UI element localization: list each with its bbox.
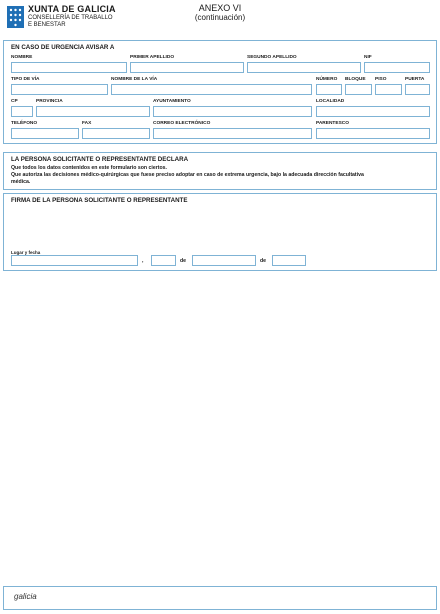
org-name: XUNTA DE GALICIA (28, 4, 116, 14)
correo-field[interactable] (153, 128, 312, 139)
nif-field[interactable] (364, 62, 430, 73)
parentesco-field[interactable] (316, 128, 430, 139)
segundo-apellido-field[interactable] (247, 62, 361, 73)
tipo-via-field[interactable] (11, 84, 108, 95)
label-ayuntamiento: AYUNTAMIENTO (153, 99, 191, 104)
label-parentesco: PARENTESCO (316, 121, 349, 126)
nombre-field[interactable] (11, 62, 127, 73)
numero-field[interactable] (316, 84, 342, 95)
label-bloque: BLOQUE (345, 77, 366, 82)
ayuntamiento-field[interactable] (153, 106, 312, 117)
piso-field[interactable] (375, 84, 402, 95)
label-localidad: LOCALIDAD (316, 99, 345, 104)
annex-title: ANEXO VI (198, 3, 242, 13)
section-title: FIRMA DE LA PERSONA SOLICITANTE O REPRESENTANTE (11, 197, 188, 204)
localidad-field[interactable] (316, 106, 430, 117)
section-title: LA PERSONA SOLICITANTE O REPRESENTANTE DECLARA (11, 156, 189, 163)
label-tipo-via: TIPO DE VÍA (11, 77, 40, 82)
label-nombre-via: NOMBRE DE LA VÍA (111, 77, 158, 82)
label-place-date: Lugar y fecha (11, 250, 41, 255)
label-primer-apellido: PRIMER APELLIDO (130, 55, 175, 60)
annex-subtitle: (continuación) (194, 13, 246, 22)
label-telefono: TELÉFONO (11, 121, 38, 126)
footer-logo-text: galicia (14, 592, 37, 601)
nombre-via-field[interactable] (111, 84, 312, 95)
label-piso: PISO (375, 77, 387, 82)
declaration-line-3: médica. (11, 179, 31, 185)
day-field[interactable] (151, 255, 176, 266)
fax-field[interactable] (82, 128, 150, 139)
de-label-1: de (180, 258, 187, 264)
label-nif: NIF (364, 55, 372, 60)
bloque-field[interactable] (345, 84, 372, 95)
label-fax: FAX (82, 121, 92, 126)
place-field[interactable] (11, 255, 138, 266)
label-provincia: PROVINCIA (36, 99, 63, 104)
telefono-field[interactable] (11, 128, 79, 139)
declaration-line-2: Que autoriza las decisiones médico-quirúrgicas que fuese preciso adoptar en caso de extrema urgencia, bajo la adecuada dirección facultativa (11, 172, 364, 178)
puerta-field[interactable] (405, 84, 430, 95)
galicia-brand-icon (14, 592, 37, 601)
provincia-field[interactable] (36, 106, 150, 117)
label-segundo-apellido: SEGUNDO APELLIDO (247, 55, 297, 60)
year-field[interactable] (272, 255, 306, 266)
emergency-contact-section (3, 40, 437, 144)
org-sub-line-2: E BENESTAR (28, 22, 66, 28)
month-field[interactable] (192, 255, 256, 266)
org-sub-line-1: CONSELLERÍA DE TRABALLO (28, 15, 113, 21)
label-correo: CORREO ELECTRÓNICO (153, 121, 211, 126)
declaration-section (3, 152, 437, 190)
comma-separator: , (142, 258, 144, 264)
label-numero: NÚMERO (316, 77, 338, 82)
footer-bar (3, 586, 437, 610)
label-nombre: NOMBRE (11, 55, 33, 60)
declaration-line-1: Que todos los datos contenidos en este formulario son ciertos. (11, 165, 167, 171)
label-cp: CP (11, 99, 18, 104)
signature-section (3, 193, 437, 271)
de-label-2: de (260, 258, 267, 264)
section-title: EN CASO DE URGENCIA AVISAR A (11, 44, 115, 51)
primer-apellido-field[interactable] (130, 62, 244, 73)
cp-field[interactable] (11, 106, 33, 117)
label-puerta: PUERTA (405, 77, 425, 82)
